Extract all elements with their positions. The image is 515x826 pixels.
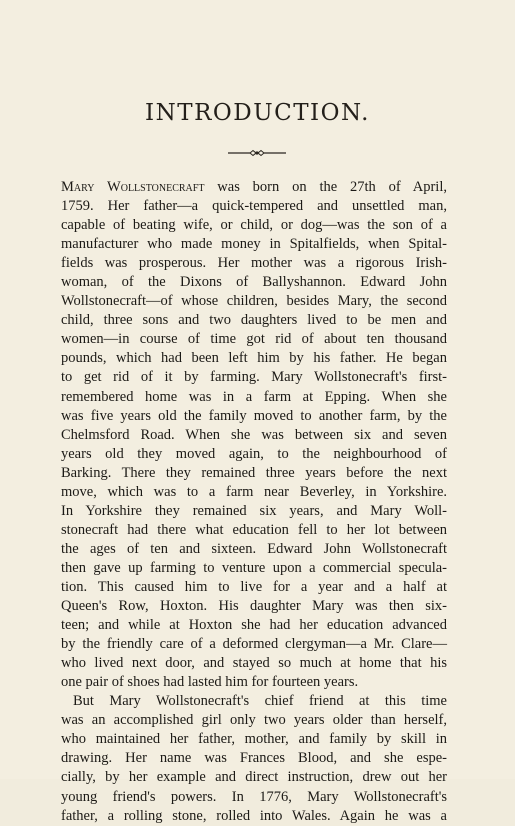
text-line: who maintained her father, mother, and family by skill in (61, 731, 447, 748)
text-line: tion. This caused him to live for a year and a half at (61, 578, 447, 595)
text-line: manufacturer who made money in Spitalfields, when Spital- (61, 236, 447, 253)
text-line: father, a rolling stone, rolled into Wales. Again he was a (61, 807, 447, 824)
ornament-divider (228, 148, 286, 158)
text-line: cially, by her example and direct instruction, drew out her (61, 769, 447, 786)
text-line: remembered home was in a farm at Epping. When she (61, 388, 447, 405)
text-line: stonecraft had there what education fell to her lot between (61, 521, 447, 538)
text-line: Wollstonecraft—of whose children, besides Mary, the second (61, 293, 447, 310)
text-line: child, three sons and two daughters lived to be men and (61, 312, 447, 329)
text-line: who lived next door, and stayed so much at home that his (61, 655, 447, 672)
text-line: women—in course of time got rid of about ten thousand (61, 331, 447, 348)
paragraph (61, 692, 447, 825)
paragraph (61, 178, 447, 692)
text-line: then gave up farming to venture upon a commercial specula- (61, 559, 447, 576)
text-line: woman, of the Dixons of Ballyshannon. Edward John (61, 274, 447, 291)
text-line: the ages of ten and sixteen. Edward John Wollstonecraft (61, 540, 447, 557)
text-line: 1759. Her father—a quick-tempered and unsettled man, (61, 198, 447, 215)
text-line: Chelmsford Road. When she was between six and seven (61, 426, 447, 443)
text-line: capable of beating wife, or child, or dog—was the son of a (61, 217, 447, 234)
text-line: In Yorkshire they remained six years, and Mary Woll- (61, 502, 447, 519)
text-line: was an accomplished girl only two years older than herself, (61, 712, 447, 729)
text-line: one pair of shoes had lasted him for fourteen years. (61, 674, 359, 691)
text-line: move, which was to a farm near Beverley, in Yorkshire. (61, 483, 447, 500)
body-text (61, 178, 447, 826)
text-line: teen; and while at Hoxton she had her education advanced (61, 617, 447, 634)
text-line: pounds, which had been left him by his father. He began (61, 350, 447, 367)
text-line: drawing. Her name was Frances Blood, and she espe- (61, 750, 447, 767)
text-line: Queen's Row, Hoxton. His daughter Mary was then six- (61, 598, 447, 615)
chapter-title: INTRODUCTION. (145, 100, 370, 126)
text-line: But Mary Wollstonecraft's chief friend at this time (73, 693, 447, 710)
text-line: fields was prosperous. Her mother was a rigorous Irish- (61, 255, 447, 272)
text-line: Barking. There they remained three years before the next (61, 464, 447, 481)
text-line: to get rid of it by farming. Mary Wollstonecraft's first- (61, 369, 447, 386)
text-line: by the friendly care of a deformed clergyman—a Mr. Clare— (61, 636, 447, 653)
text-line: young friend's powers. In 1776, Mary Wollstonecraft's (61, 788, 447, 805)
text-line: Mary Wollstonecraft was born on the 27th of April, (61, 179, 447, 195)
text-line: years old they moved again, to the neighbourhood of (61, 445, 447, 462)
text-line: was five years old the family moved to another farm, by the (61, 407, 447, 424)
